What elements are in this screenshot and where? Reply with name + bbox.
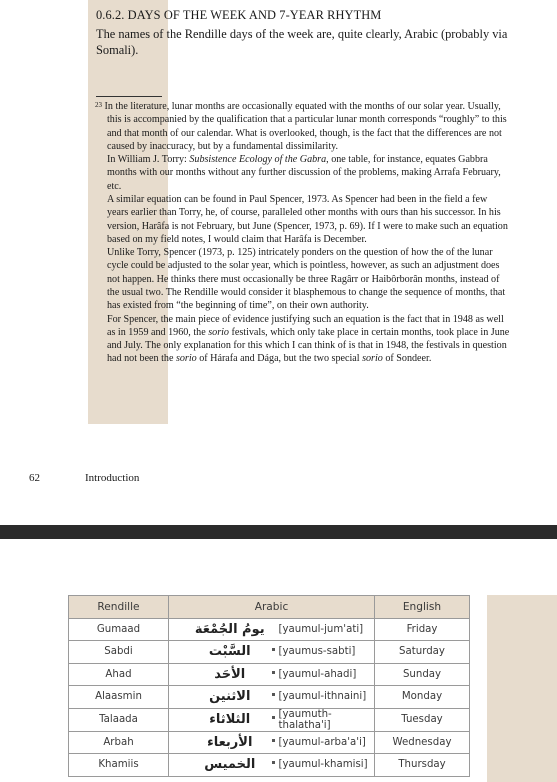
table-row (69, 754, 470, 777)
arabic-script: الأحَد (214, 666, 246, 682)
table-row (69, 731, 470, 754)
english-cell: Sunday (375, 663, 470, 686)
english-cell: Thursday (375, 754, 470, 777)
running-head: Introduction (85, 472, 140, 484)
rendille-cell: Ahad (69, 663, 169, 686)
english-cell: Friday (375, 618, 470, 641)
rendille-cell: Khamiis (69, 754, 169, 777)
bullet-mark (272, 739, 275, 742)
table-row (69, 686, 470, 709)
arabic-script: الخميس (204, 757, 256, 773)
arabic-script: السَّبْت (208, 644, 251, 660)
rendille-cell: Sabdi (69, 641, 169, 664)
english-cell: Monday (375, 686, 470, 709)
footnote-divider (96, 96, 162, 97)
bullet-mark (272, 716, 275, 719)
transliteration-cell: [yaumus-sabti] (277, 641, 375, 664)
bullet-mark (272, 693, 275, 696)
english-cell: Tuesday (375, 708, 470, 731)
arabic-script-cell (169, 708, 277, 731)
page-number: 62 (29, 472, 40, 484)
table-row (69, 618, 470, 641)
bullet-mark (272, 648, 275, 651)
decorative-side-panel (487, 595, 557, 782)
transliteration-cell: [yaumul-khamisi] (277, 754, 375, 777)
rendille-cell: Alaasmin (69, 686, 169, 709)
section-heading: 0.6.2. DAYS OF THE WEEK AND 7-YEAR RHYTHM (96, 8, 382, 22)
rendille-cell: Talaada (69, 708, 169, 731)
transliteration-cell: [yaumuth-thalatha'i] (277, 708, 375, 731)
rendille-cell: Arbah (69, 731, 169, 754)
footnote-paragraph-5: For Spencer, the main piece of evidence justifying such an equation is the fact that in 1948 as well as in 1959 and 1960, the sorio festivals, which only take place in certain months, took place in June and July. The only explanation for this which I can think of is that in 1948, the festivals in question had not been the sorio of Hárafa and Dága, but the two special sorio of Sondeer. (107, 313, 510, 365)
table-header-row (69, 596, 470, 619)
arabic-script-cell (169, 754, 277, 777)
arabic-script: الأربعاء (207, 734, 253, 750)
arabic-script-cell (169, 686, 277, 709)
page-separator-bar (0, 525, 557, 539)
section-intro: The names of the Rendille days of the week are, quite clearly, Arabic (probably via Somali). (96, 27, 508, 57)
english-cell: Wednesday (375, 731, 470, 754)
transliteration-cell: [yaumul-ahadi] (277, 663, 375, 686)
arabic-script-cell (169, 618, 277, 641)
section-text (96, 7, 509, 58)
arabic-script-cell (169, 731, 277, 754)
transliteration-cell: [yaumul-jum'ati] (277, 618, 375, 641)
arabic-script-cell (169, 663, 277, 686)
table-row (69, 663, 470, 686)
transliteration-cell: [yaumul-arba'a'i] (277, 731, 375, 754)
footnote-mark: 23 (95, 101, 102, 109)
table-row (69, 708, 470, 731)
rendille-cell: Gumaad (69, 618, 169, 641)
footnote-paragraph-4: Unlike Torry, Spencer (1973, p. 125) intricately ponders on the question of how the of the lunar cycle could be adjusted to the solar year, which is pointless, however, as such an adjustment does not happen. He thinks there must occasionally be three Ragârr or Haibôrborân months, instead of the usual two. The Rendille would consider it blasphemous to change the sequence of months, that has existed from “the beginning of time”, on their own authority. (107, 247, 506, 312)
lower-book-page (0, 539, 557, 782)
english-cell: Saturday (375, 641, 470, 664)
table-row (69, 641, 470, 664)
transliteration-cell: [yaumul-ithnaini] (277, 686, 375, 709)
arabic-script: الاثنين (209, 689, 251, 705)
bullet-mark (272, 671, 275, 674)
arabic-script-cell (169, 641, 277, 664)
footnote-paragraph-1: 23 In the literature, lunar months are occasionally equated with the months of our solar year. Usually, this is accompanied by the qualification that a particular lunar month corresponds “roughly” to this and that month of our calendar. What is overlooked, though, is the fact that the differences are not caused by inaccuracy, but by a fundamental dissimilarity. (95, 101, 507, 152)
footnote-paragraph-3: A similar equation can be found in Paul Spencer, 1973. As Spencer had been in the field a few years earlier than Torry, he, of course, paralleled other months with ours than his successor. In his version, Harâfa is not February, but June (Spencer, 1973, p. 69). If I were to make such an equation based on my field notes, I would claim that Harâfa is December. (107, 193, 508, 245)
header-arabic: Arabic (169, 596, 375, 619)
weekdays-table (68, 595, 470, 777)
arabic-script: الثلاثاء (209, 712, 251, 727)
bullet-mark (272, 761, 275, 764)
arabic-script: يومُ الجُمْعَة (194, 621, 265, 637)
footnote-23 (95, 99, 510, 366)
header-rendille: Rendille (69, 596, 169, 619)
header-english: English (375, 596, 470, 619)
footnote-paragraph-2: In William J. Torry: Subsistence Ecology of the Gabra, one table, for instance, equates Gabbra months with our months without any further discussion of the problems, making Arrafa February, etc. (107, 154, 501, 192)
